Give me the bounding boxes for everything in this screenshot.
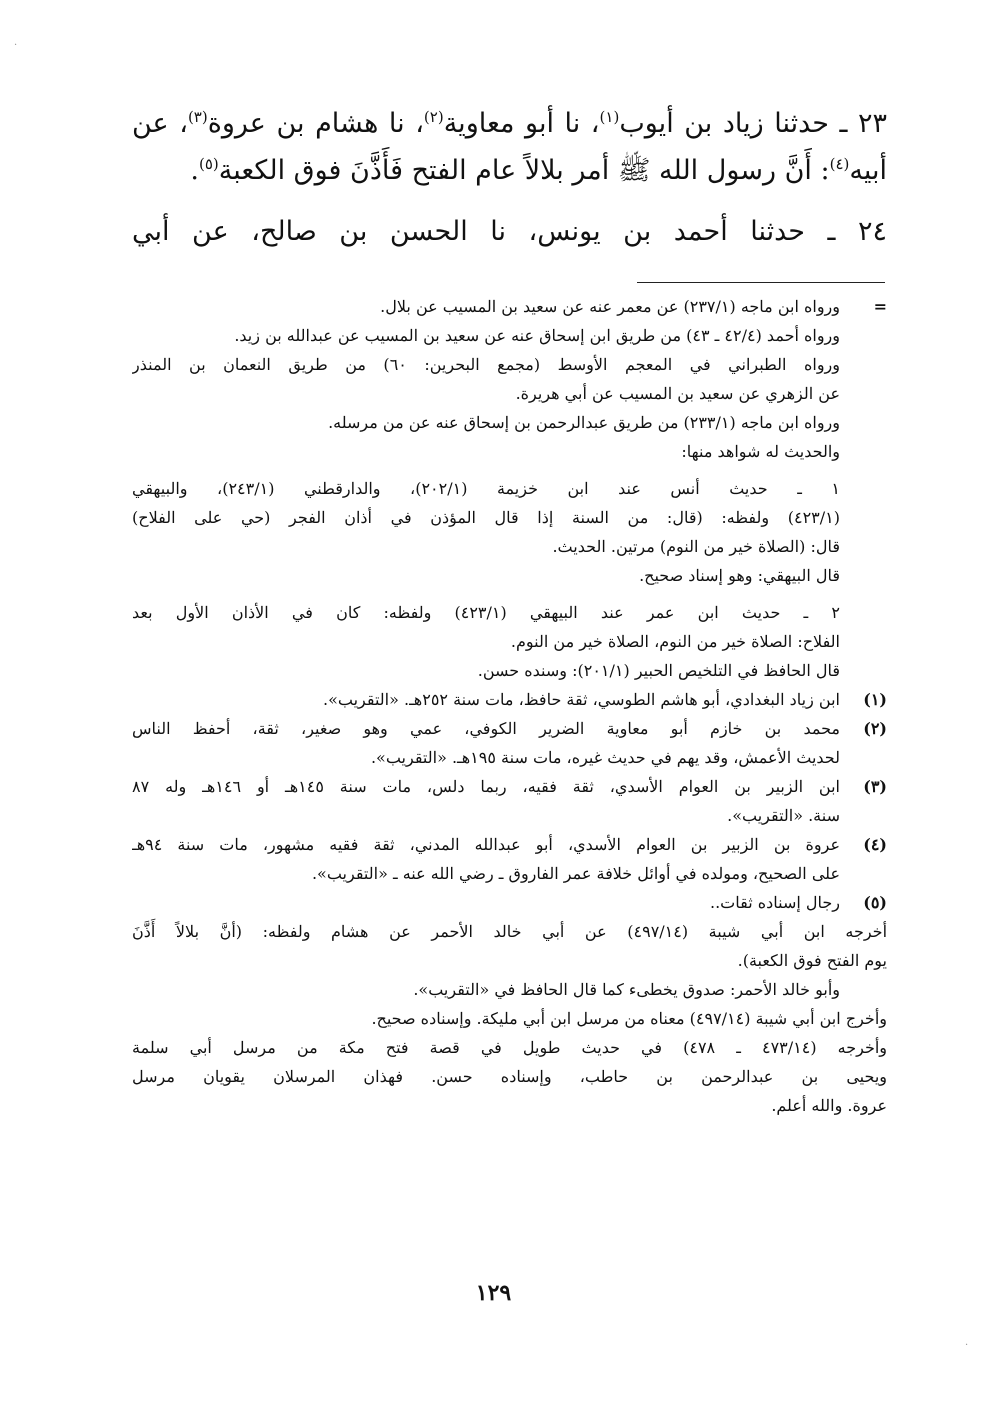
- footnote-number: (١): [863, 690, 887, 709]
- footnote-3: [132, 772, 887, 830]
- footnote-5-continued: [132, 917, 887, 1120]
- note-line: عن الزهري عن سعيد بن المسيب عن أبي هريرة.: [515, 384, 840, 403]
- hadith-24: ٢٤ ـ حدثنا أحمد بن يونس، نا الحسن بن صالح، عن أبي: [132, 216, 887, 247]
- note-line: ورواه ابن ماجه (٢٣٣/١) من طريق عبدالرحمن بن إسحاق عنه عن من مرسله.: [328, 413, 840, 432]
- footnote-number: (٣): [863, 777, 887, 796]
- note-line: (٤٢٣/١) ولفظه: (قال: من السنة إذا قال المؤذن في أذان الفجر (حي على الفلاح): [132, 508, 840, 527]
- note-line: الفلاح: الصلاة خير من النوم، الصلاة خير من النوم.: [510, 632, 840, 651]
- note-line: قال الحافظ في التلخيص الحبير (٢٠١/١): وسنده حسن.: [477, 661, 840, 680]
- hadith-23-text: ٢٣ ـ حدثنا زياد بن أيوب: [619, 108, 887, 139]
- note-line: قال البيهقي: وهو إسناد صحيح.: [639, 566, 840, 585]
- footnote-4: [132, 830, 887, 888]
- footnote-ref-2: (٢): [423, 108, 444, 126]
- hadith-23-text: ، نا هشام بن عروة: [207, 108, 424, 139]
- continuation-mark: =: [873, 297, 887, 316]
- hadith-23-text: ، نا أبو معاوية: [443, 108, 600, 139]
- footnote-5: [132, 888, 887, 917]
- scan-speck: ·: [965, 1340, 969, 1351]
- scan-speck: ·: [14, 40, 18, 51]
- footnote-line: ابن زياد البغدادي، أبو هاشم الطوسي، ثقة حافظ، مات سنة ٢٥٢هـ. «التقريب».: [323, 690, 840, 709]
- hadith-text: [132, 100, 887, 255]
- hadith-23-text: .: [190, 155, 199, 186]
- footnote-ref-5: (٥): [199, 155, 219, 173]
- note-line: وأخرج ابن أبي شيبة (٤٩٧/١٤) معناه من مرسل ابن أبي مليكة. وإسناده صحيح.: [371, 1009, 887, 1028]
- footnote-ref-1: (١): [599, 108, 620, 126]
- footnote-line: لحديث الأعمش، وقد يهم في حديث غيره، مات سنة ١٩٥هـ. «التقريب».: [370, 748, 840, 767]
- footnote-line: رجال إسناده ثقات..: [709, 893, 840, 912]
- footnote-1: [132, 685, 887, 714]
- note-line: ورواه الطبراني في المعجم الأوسط (مجمع البحرين: ٦٠) من طريق النعمان بن المنذر: [132, 355, 840, 374]
- hadith-23: [132, 100, 887, 194]
- note-line: يوم الفتح فوق الكعبة).: [737, 951, 887, 970]
- footnote-line: محمد بن خازم أبو معاوية الضرير الكوفي، عمي وهو صغير، ثقة، أحفظ الناس: [132, 719, 840, 738]
- note-line: ورواه أحمد (٤٢/٤ ـ ٤٣) من طريق ابن إسحاق عنه عن سعيد بن المسيب عن عبدالله بن زيد.: [234, 326, 840, 345]
- footnote-ref-3: (٣): [187, 108, 208, 126]
- note-line: قال: (الصلاة خير من النوم) مرتين. الحديث.: [552, 537, 840, 556]
- note-line: والحديث له شواهد منها:: [681, 442, 840, 461]
- page-number: ١٢٩: [475, 1280, 512, 1306]
- footnote-line: سنة. «التقريب».: [727, 806, 840, 825]
- note-line: ٢ ـ حديث ابن عمر عند البيهقي (٤٢٣/١) ولفظه: كان في الأذان الأول بعد: [132, 603, 841, 622]
- footnote-separator: [637, 282, 885, 283]
- note-line: ١ ـ حديث أنس عند ابن خزيمة (٢٠٢/١)، والدارقطني (٢٤٣/١)، والبيهقي: [132, 479, 840, 498]
- footnotes-area: [132, 292, 887, 1120]
- footnote-line: عروة بن الزبير بن العوام الأسدي، أبو عبدالله المدني، ثقة فقيه مشهور، مات سنة ٩٤هـ: [132, 835, 840, 854]
- note-line: أخرجه ابن أبي شيبة (٤٩٧/١٤) عن أبي خالد الأحمر عن هشام ولفظه: (أنَّ بلالاً أَذَّنَ: [132, 922, 887, 941]
- note-line: وأبو خالد الأحمر: صدوق يخطىء كما قال الحافظ في «التقريب».: [413, 980, 840, 999]
- footnote-number: (٥): [863, 893, 887, 912]
- note-line: ورواه ابن ماجه (٢٣٧/١) عن معمر عنه عن سعيد بن المسيب عن بلال.: [380, 297, 840, 316]
- footnote-2: [132, 714, 887, 772]
- footnote-line: ابن الزبير بن العوام الأسدي، ثقة فقيه، ربما دلس، مات سنة ١٤٥هـ أو ١٤٦هـ وله ٨٧: [132, 777, 840, 796]
- hadith-23-text: : أَنَّ رسول الله ﷺ أمر بلالاً عام الفتح فَأَذَّنَ فوق الكعبة: [218, 155, 830, 186]
- hadith-23-text: ، عن أبيه: [132, 108, 887, 186]
- note-line: وأخرجه (٤٧٣/١٤ ـ ٤٧٨) في حديث طويل في قصة فتح مكة من مرسل أبي سلمة: [132, 1038, 887, 1057]
- footnote-ref-4: (٤): [829, 155, 850, 173]
- footnote-line: على الصحيح، ومولده في أوائل خلافة عمر الفاروق ـ رضي الله عنه ـ «التقريب».: [311, 864, 840, 883]
- note-line: عروة. والله أعلم.: [771, 1096, 887, 1115]
- footnote-number: (٤): [863, 835, 887, 854]
- footnote-number: (٢): [863, 719, 887, 738]
- note-line: ويحيى بن عبدالرحمن بن حاطب، وإسناده حسن. فهذان المرسلان يقويان مرسل: [132, 1067, 887, 1086]
- continued-note: [132, 292, 887, 685]
